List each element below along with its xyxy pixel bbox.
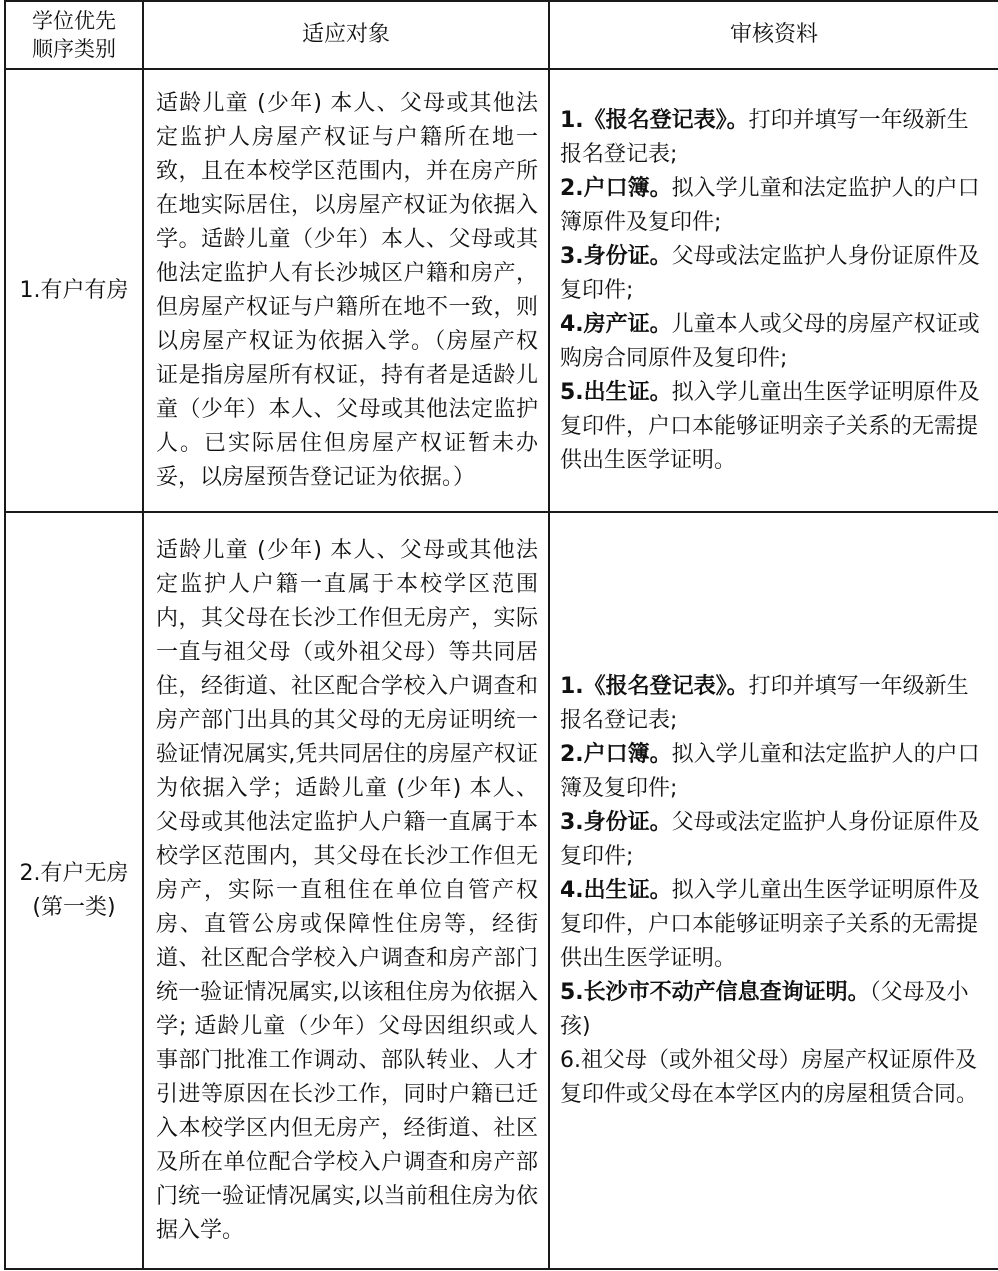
material-item <box>560 976 990 1044</box>
row2-target: 适龄儿童 (少年) 本人、父母或其他法定监护人户籍一直属于本校学区范围内，其父母在长沙工作但无房产，实际一直与祖父母（或外祖父母）等共同居住，经街道、社区配合学校入户调查和房产部门出具的其父母的无房证明统一验证情况属实,凭共同居住的房屋产权证为依据入学；适龄儿童 (少年) 本人、父母或其他法定监护人户籍一直属于本校学区范围内，其父母在长沙工作但无房产，实际一直租住在单位自管产权房、直管公房或保障性住房等，经街道、社区配合学校入户调查和房产部门统一验证情况属实,以该租住房为依据入学; 适龄儿童（少年）父母因组织或人事部门批准工作调动、部队转业、人才引进等原因在长沙工作，同时户籍已迁入本校学区内但无房产，经街道、社区及所在单位配合学校入户调查和房产部门统一验证情况属实,以当前租住房为依据入学。 <box>143 512 549 1269</box>
material-text: （父母及小孩) <box>560 979 969 1039</box>
material-label: 5.长沙市不动产信息查询证明。 <box>560 979 870 1005</box>
material-item <box>560 172 990 240</box>
row1-materials <box>549 69 998 512</box>
row1-category: 1.有户有房 <box>5 69 143 512</box>
row2-category-line1: 2.有户无房 <box>19 860 129 886</box>
row2-category <box>5 512 143 1269</box>
table-row <box>5 512 998 1269</box>
table-header-row <box>5 1 998 69</box>
row2-category-line2: (第一类) <box>32 894 116 920</box>
row2-materials <box>549 512 998 1269</box>
material-item <box>560 240 990 308</box>
material-label: 1.《报名登记表》。 <box>560 107 749 133</box>
material-text: 打印并填写一年级新生报名登记表; <box>560 673 969 733</box>
header-category-line2: 顺序类别 <box>32 37 116 61</box>
material-label: 2.户口簿。 <box>560 741 672 767</box>
material-item <box>560 376 990 478</box>
material-text: 打印并填写一年级新生报名登记表; <box>560 107 969 167</box>
material-text: 6.祖父母（或外祖父母）房屋产权证原件及复印件或父母在本学区内的房屋租赁合同。 <box>560 1047 979 1107</box>
policy-table <box>4 0 998 1270</box>
row1-target: 适龄儿童 (少年) 本人、父母或其他法定监护人房屋产权证与户籍所在地一致，且在本校学区范围内，并在房产所在地实际居住，以房屋产权证为依据入学。适龄儿童（少年）本人、父母或其他法定监护人有长沙城区户籍和房产，但房屋产权证与户籍所在地不一致，则以房屋产权证为依据入学。（房屋产权证是指房屋所有权证，持有者是适龄儿童（少年）本人、父母或其他法定监护人。已实际居住但房屋产权证暂未办妥，以房屋预告登记证为依据。） <box>143 69 549 512</box>
material-text: 拟入学儿童出生医学证明原件及复印件，户口本能够证明亲子关系的无需提供出生医学证明。 <box>560 877 980 971</box>
header-materials: 审核资料 <box>549 1 998 69</box>
header-category <box>5 1 143 69</box>
material-label: 2.户口簿。 <box>560 175 672 201</box>
header-category-line1: 学位优先 <box>32 9 116 33</box>
material-item <box>560 738 990 806</box>
header-target: 适应对象 <box>143 1 549 69</box>
material-label: 3.身份证。 <box>560 243 672 269</box>
material-text: 父母或法定监护人身份证原件及复印件; <box>560 809 980 869</box>
material-text: 父母或法定监护人身份证原件及复印件; <box>560 243 980 303</box>
material-text: 拟入学儿童和法定监护人的户口簿及复印件; <box>560 741 980 801</box>
material-label: 4.房产证。 <box>560 311 672 337</box>
material-text: 拟入学儿童出生医学证明原件及复印件，户口本能够证明亲子关系的无需提供出生医学证明。 <box>560 379 980 473</box>
material-item <box>560 1044 990 1112</box>
material-text: 拟入学儿童和法定监护人的户口簿原件及复印件; <box>560 175 980 235</box>
material-label: 5.出生证。 <box>560 379 672 405</box>
material-label: 4.出生证。 <box>560 877 672 903</box>
material-label: 1.《报名登记表》。 <box>560 673 749 699</box>
material-item <box>560 806 990 874</box>
material-item <box>560 308 990 376</box>
material-item <box>560 670 990 738</box>
material-item <box>560 104 990 172</box>
table-row <box>5 69 998 512</box>
material-label: 3.身份证。 <box>560 809 672 835</box>
material-item <box>560 874 990 976</box>
material-text: 儿童本人或父母的房屋产权证或购房合同原件及复印件; <box>560 311 980 371</box>
